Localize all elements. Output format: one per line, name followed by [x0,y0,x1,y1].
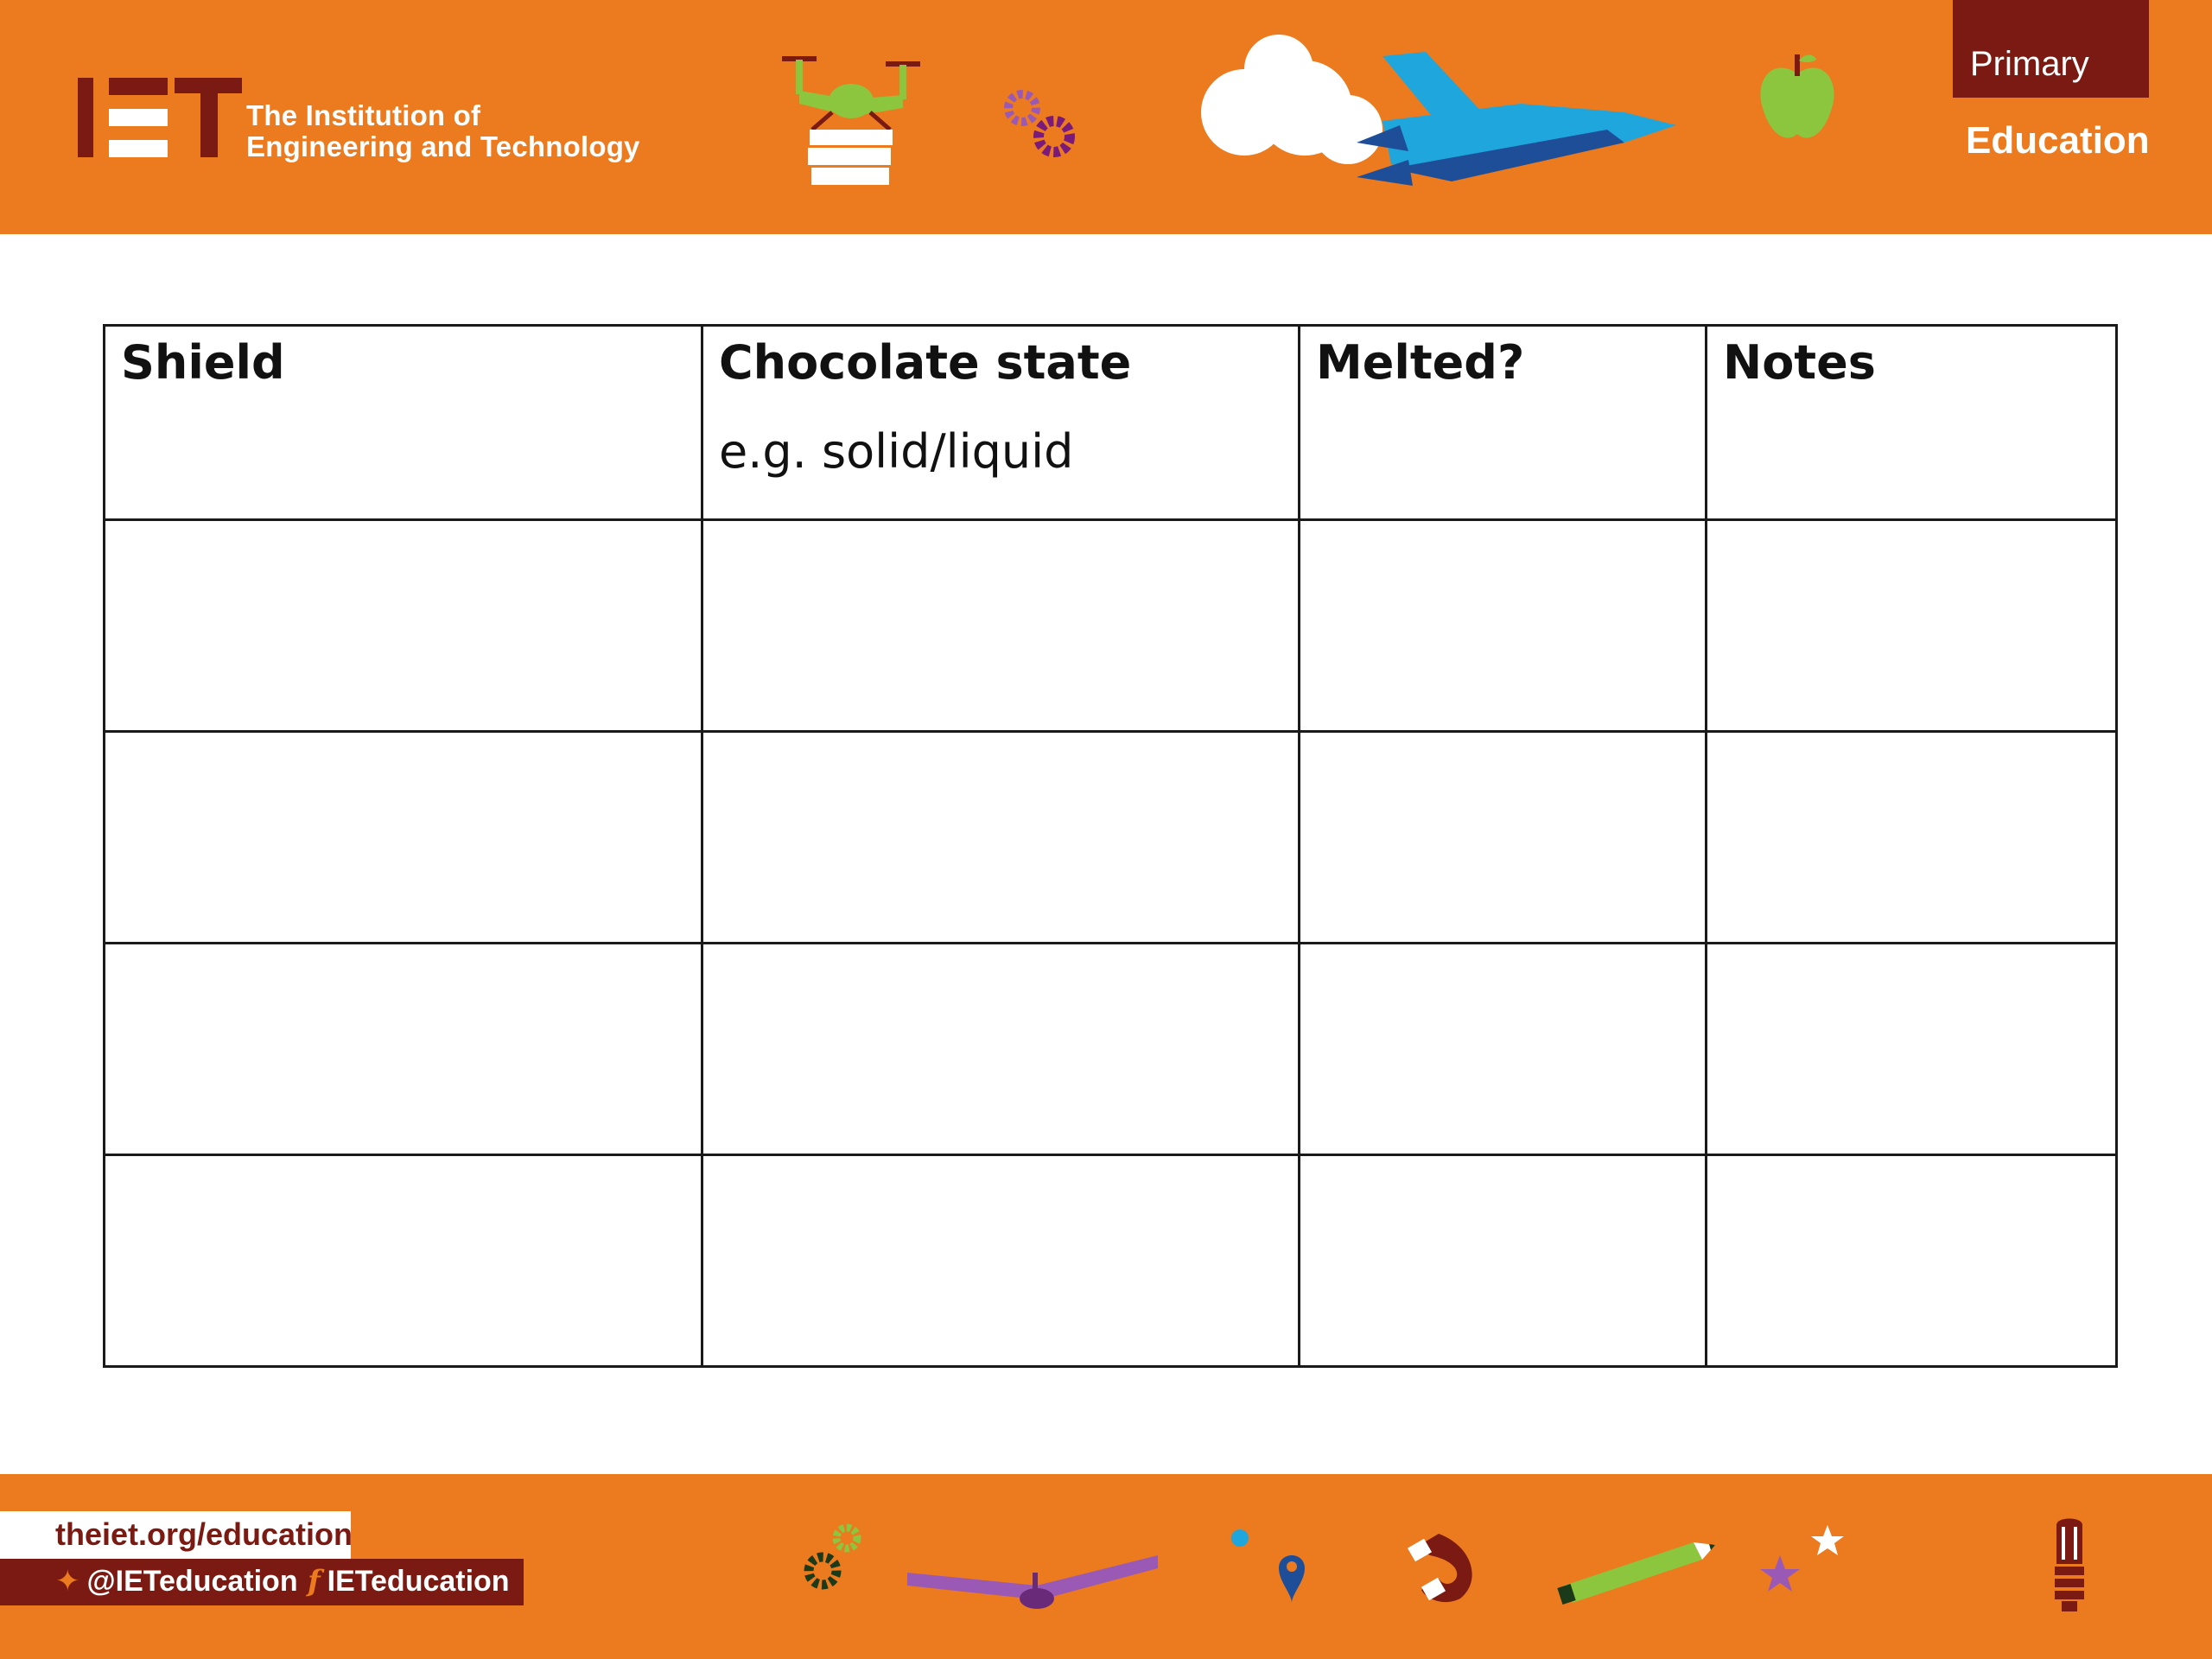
pencil-icon [1555,1538,1719,1607]
table-cell[interactable] [105,1155,702,1367]
results-table [103,324,2118,1368]
table-cell[interactable] [702,520,1300,732]
table-cell[interactable] [1707,732,2117,944]
table-cell[interactable] [105,944,702,1155]
header-cell-notes [1707,326,2117,520]
twitter-icon: ✦ [55,1565,80,1598]
magnet-icon [1400,1525,1486,1611]
header-title: Chocolate state [719,335,1132,390]
table-cell[interactable] [1707,944,2117,1155]
org-name-line2: Engineering and Technology [246,130,640,162]
education-label: Education [1966,119,2150,162]
gear-icon [795,1521,873,1599]
table-row [105,520,2117,732]
header-cell-melted [1300,326,1707,520]
table-row [105,944,2117,1155]
header-subtitle: e.g. solid/liquid [719,423,1074,479]
space-shuttle-icon [1192,35,1694,199]
table-cell[interactable] [105,732,702,944]
results-table-container [103,324,2118,1368]
table-cell[interactable] [702,732,1300,944]
table-cell[interactable] [702,1155,1300,1367]
table-cell[interactable] [1707,520,2117,732]
website-link[interactable]: theiet.org/education [55,1516,353,1552]
gears-icon [1001,86,1087,164]
org-name [246,100,640,162]
apple-icon [1754,48,1840,147]
star-icon [1754,1521,1849,1607]
facebook-handle: IETeducation [327,1565,510,1598]
primary-label: Primary [1970,45,2089,83]
header-cell-shield [105,326,702,520]
facebook-link[interactable] [308,1564,510,1599]
glider-icon [907,1538,1166,1616]
table-cell[interactable] [105,520,702,732]
table-row [105,1155,2117,1367]
iet-logo-icon [78,78,242,157]
location-pin-icon [1218,1516,1331,1611]
table-cell[interactable] [1300,1155,1707,1367]
header-title: Notes [1723,335,1876,390]
table-cell[interactable] [1300,732,1707,944]
table-cell[interactable] [702,944,1300,1155]
header-title: Melted? [1316,335,1525,390]
table-cell[interactable] [1300,944,1707,1155]
lightbulb-icon [2039,1516,2100,1616]
table-row [105,732,2117,944]
table-cell[interactable] [1707,1155,2117,1367]
drone-icon [773,48,938,194]
twitter-handle: @IETeducation [86,1565,298,1598]
table-cell[interactable] [1300,520,1707,732]
header-title: Shield [121,335,285,390]
table-header-row [105,326,2117,520]
facebook-icon: f [308,1564,321,1599]
twitter-link[interactable] [55,1564,298,1599]
org-name-line1: The Institution of [246,99,481,131]
header-cell-chocolate-state [702,326,1300,520]
